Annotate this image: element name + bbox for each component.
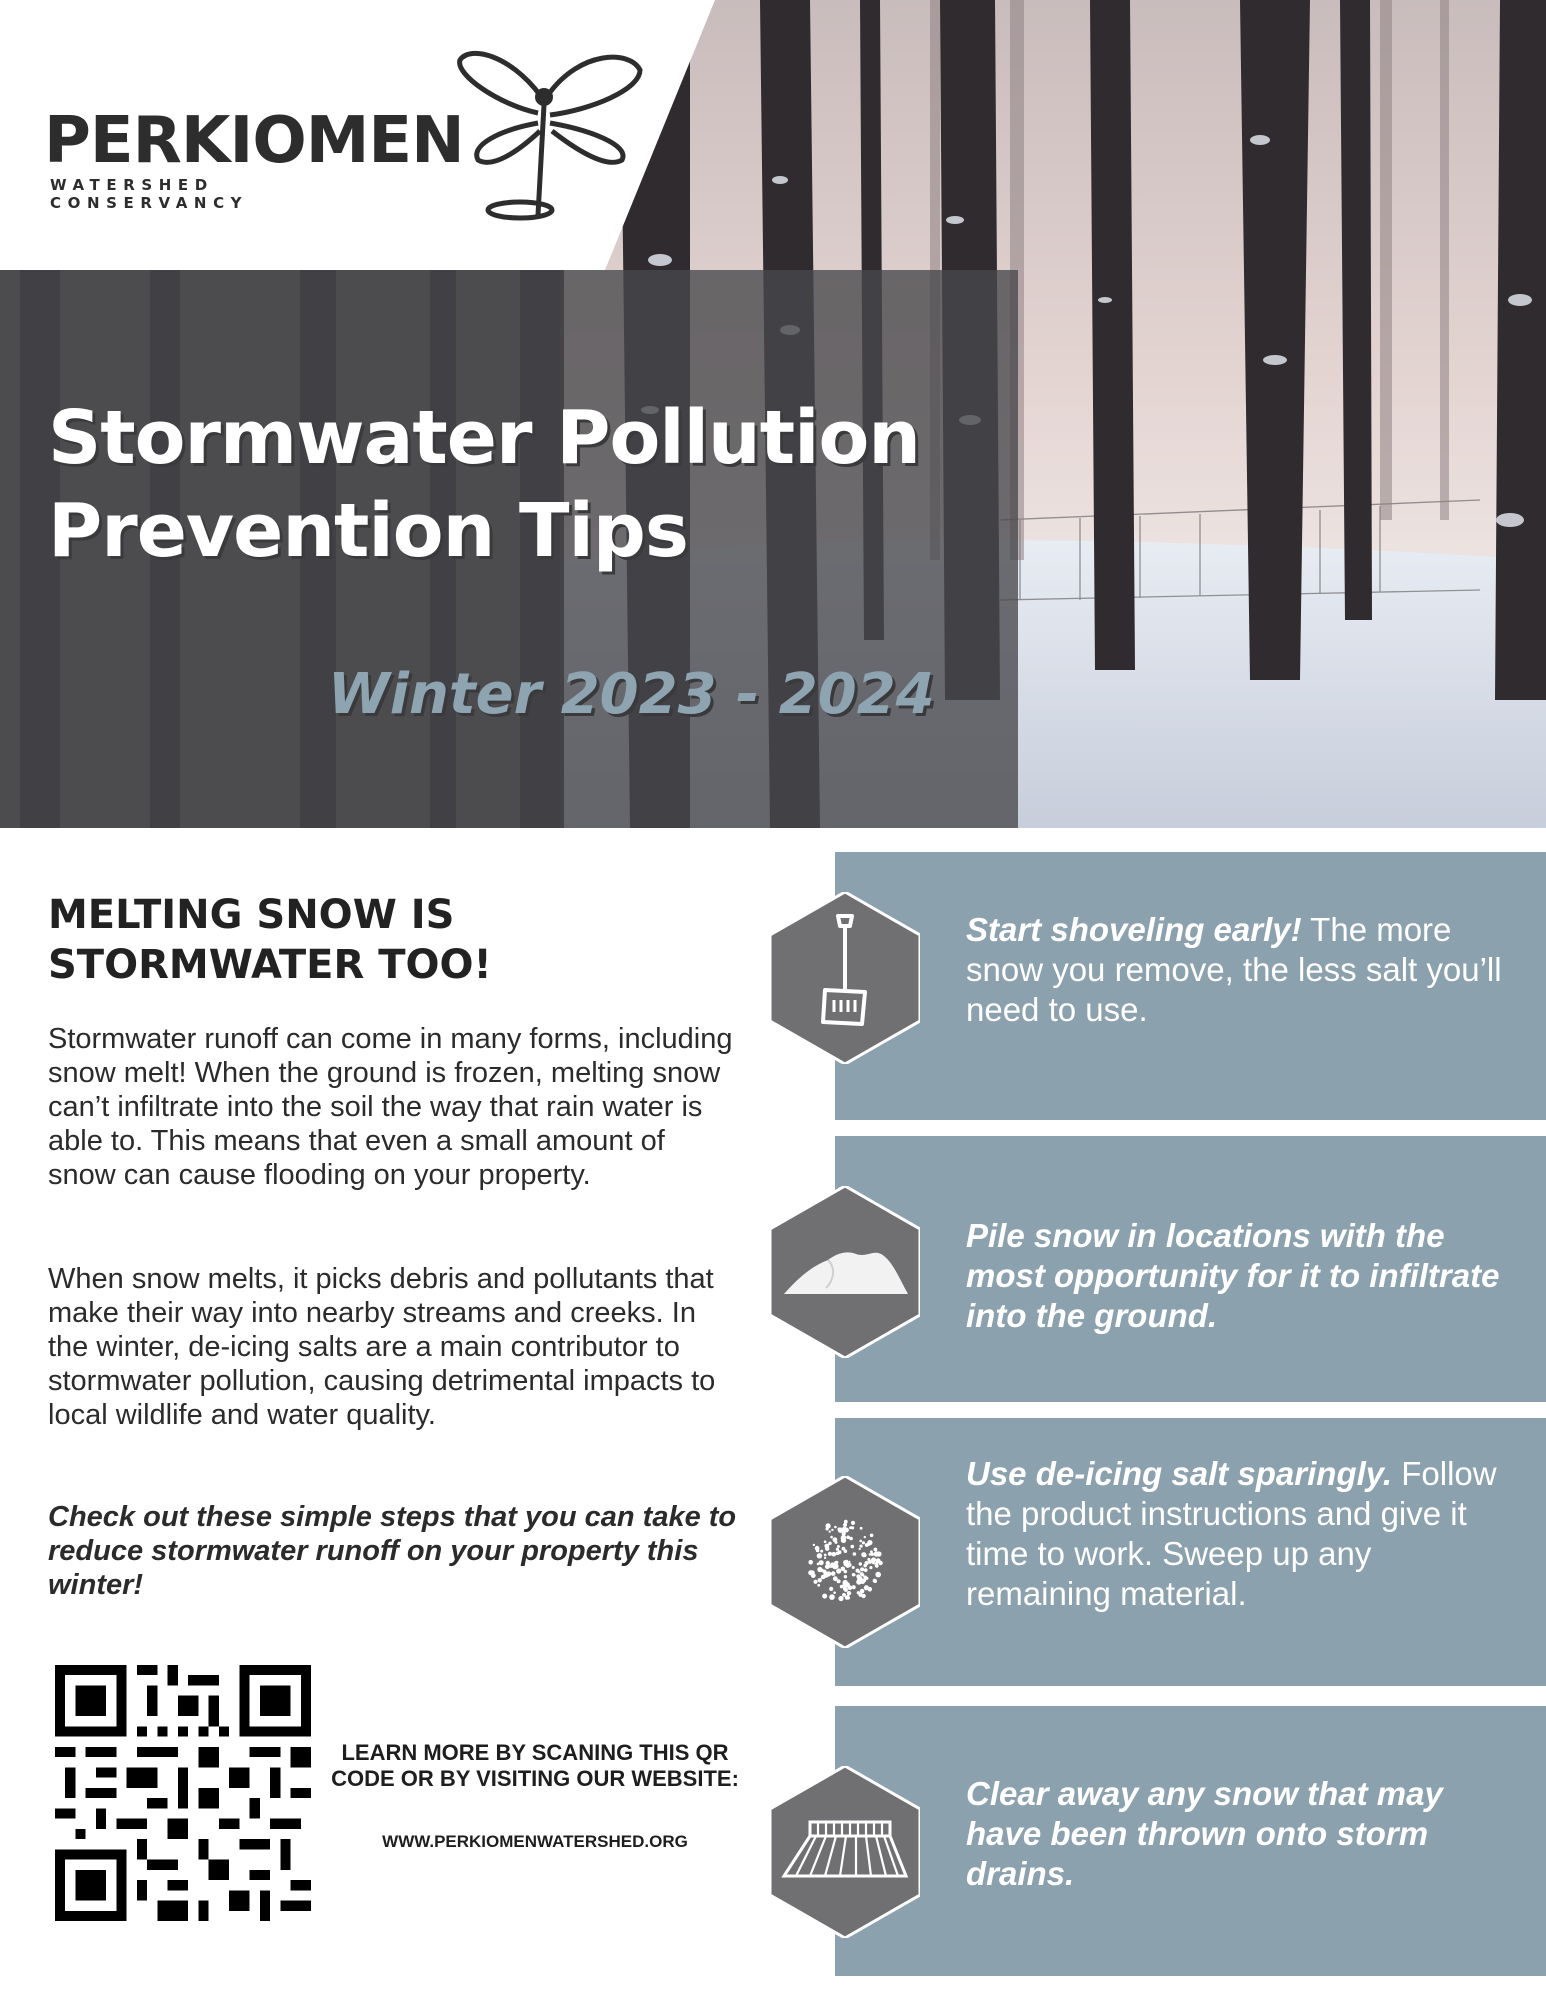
hero-banner <box>0 0 1546 828</box>
website-link[interactable]: WWW.PERKIOMENWATERSHED.ORG <box>382 1832 688 1851</box>
tip-lead: Use de-icing salt sparingly. <box>966 1455 1393 1492</box>
section-heading: MELTING SNOW IS STORMWATER TOO! <box>48 892 492 988</box>
snow-pile-icon <box>770 1186 920 1358</box>
shovel-icon <box>770 892 920 1064</box>
storm-drain-icon <box>770 1766 920 1938</box>
tip-text <box>966 910 1506 1030</box>
logo-tagline: WATERSHED CONSERVANCY <box>50 176 249 212</box>
salt-granules-icon <box>770 1476 920 1648</box>
intro-paragraph-2: When snow melts, it picks debris and pollutants that make their way into nearby streams and creeks. In the winter, de-icing salts are a main contributor to stormwater pollution, causing detrimental impacts to local wildlife and water quality. <box>48 1263 716 1431</box>
tip-panel-shoveling <box>835 852 1546 1120</box>
dragonfly-logo-icon <box>440 35 660 235</box>
season-subtitle: Winter 2023 - 2024 <box>328 662 935 727</box>
callout-text: Check out these simple steps that you can take to reduce stormwater runoff on your property this winter! <box>48 1501 737 1601</box>
logo-wordmark: PERKIOMEN <box>44 104 464 178</box>
tip-text <box>966 1454 1506 1614</box>
tip-body: Follow the product instructions and give it time to work. Sweep up any remaining material. <box>966 1455 1497 1612</box>
tip-panel-pile-snow <box>835 1136 1546 1402</box>
page-title-line-1: Stormwater Pollution <box>48 395 920 481</box>
tip-panel-storm-drains <box>835 1706 1546 1976</box>
learn-more-text: LEARN MORE BY SCANING THIS QR CODE OR BY VISITING OUR WEBSITE: <box>331 1740 739 1791</box>
tip-lead: Start shoveling early! <box>966 911 1302 948</box>
tip-text: Clear away any snow that may have been thrown onto storm drains. <box>966 1775 1443 1892</box>
qr-code[interactable] <box>55 1665 311 1921</box>
intro-paragraph-1: Stormwater runoff can come in many forms, including snow melt! When the ground is frozen, melting snow can’t infiltrate into the soil the way that rain water is able to. This means that even a small amount of snow can cause flooding on your property. <box>48 1023 733 1191</box>
page-title-line-2: Prevention Tips <box>48 488 688 574</box>
tip-panel-salt <box>835 1418 1546 1686</box>
tip-body: The more snow you remove, the less salt you’ll need to use. <box>966 911 1502 1028</box>
tip-text: Pile snow in locations with the most opportunity for it to infiltrate into the ground. <box>966 1217 1500 1334</box>
